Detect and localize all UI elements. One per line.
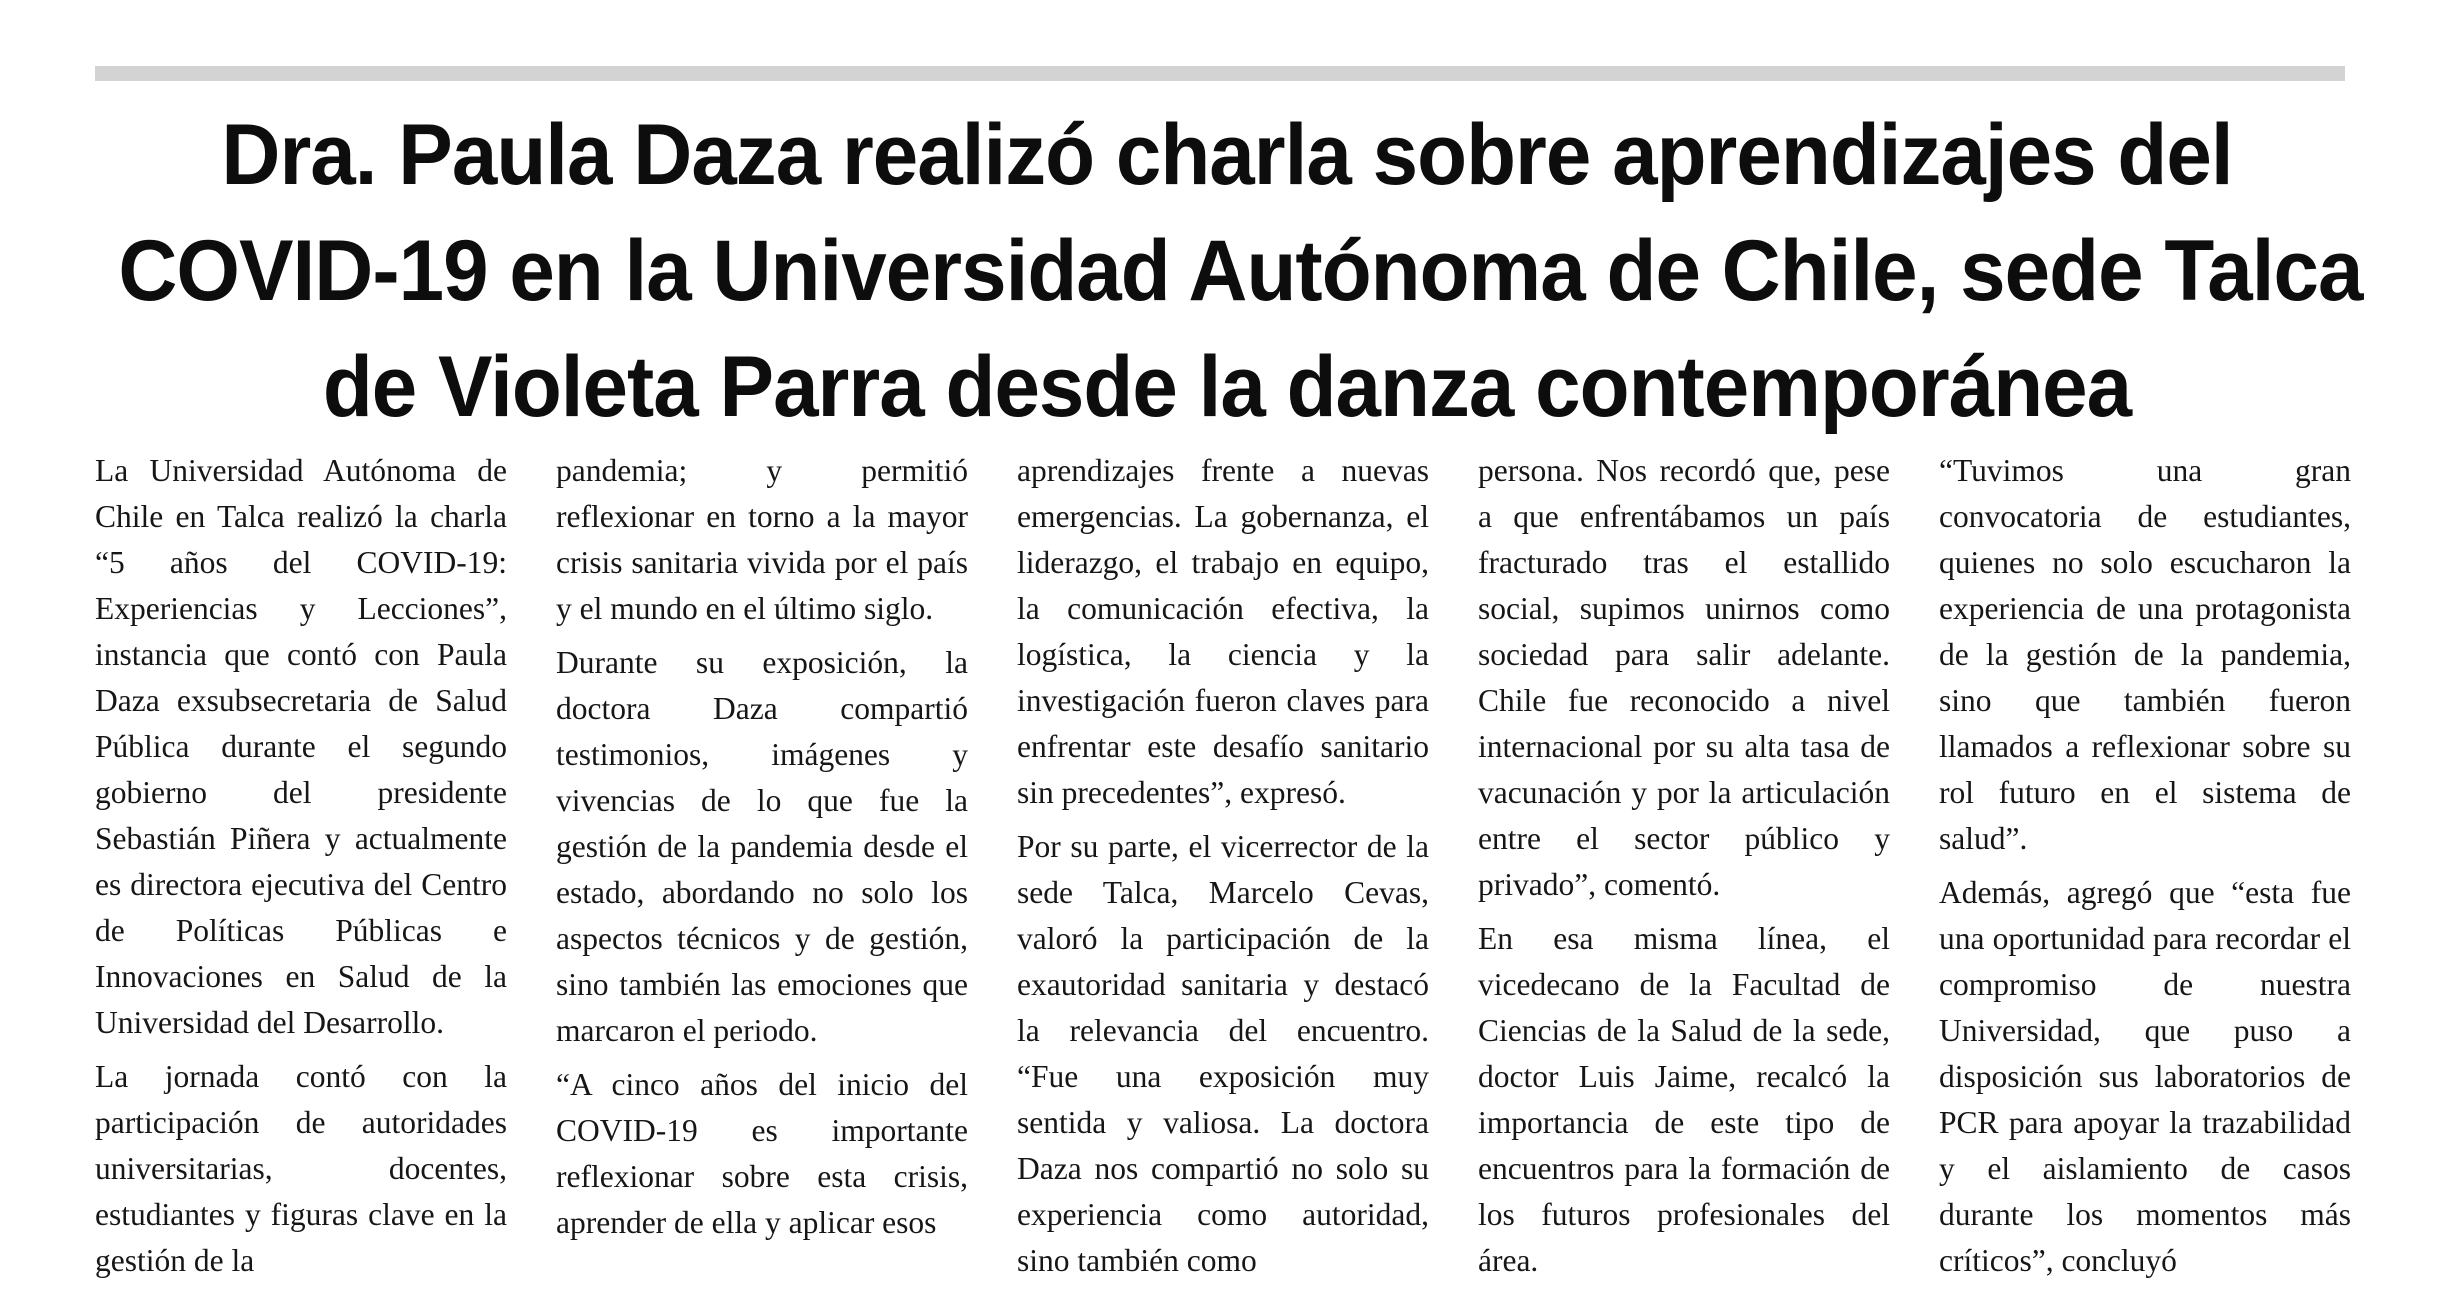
article-headline — [118, 97, 2363, 445]
text-column-1 — [95, 448, 507, 1292]
paragraph: aprendizajes frente a nuevas emergencias. La gobernanza, el liderazgo, el trabajo en equipo, la comunicación efectiva, la logística, la ciencia y la investigación fueron claves para enfrentar este desafío sanitario sin precedentes”, expresó. — [1017, 453, 1429, 810]
article-body — [95, 448, 2355, 1278]
text-column-3 — [1017, 448, 1429, 1292]
headline-line-1: Dra. Paula Daza realizó charla sobre aprendizajes del — [221, 107, 2233, 203]
paragraph: Por su parte, el vicerrector de la sede Talca, Marcelo Cevas, valoró la participación de la exautoridad sanitaria y destacó la relevancia del encuentro. “Fue una exposición muy sentida y valiosa. La doctora Daza nos compartió no solo su experiencia como autoridad, sino también como — [1017, 829, 1429, 1278]
text-column-4 — [1478, 448, 1890, 1292]
paragraph: Además, agregó que “esta fue una oportunidad para recordar el compromiso de nuestra Universidad, que puso a disposición sus laboratorios de PCR para apoyar la trazabilidad y el aislamiento de casos durante los momentos más críticos”, concluyó — [1939, 875, 2351, 1278]
paragraph: Durante su exposición, la doctora Daza compartió testimonios, imágenes y vivencias de lo que fue la gestión de la pandemia desde el estado, abordando no solo los aspectos técnicos y de gestión, sino también las emociones que marcaron el periodo. — [556, 645, 968, 1048]
top-divider-bar — [95, 66, 2345, 81]
text-column-2 — [556, 448, 968, 1254]
headline-line-3: de Violeta Parra desde la danza contemporánea — [322, 339, 2132, 435]
paragraph: pandemia; y permitió reflexionar en torno a la mayor crisis sanitaria vivida por el país y el mundo en el último siglo. — [556, 453, 968, 626]
paragraph: La jornada contó con la participación de autoridades universitarias, docentes, estudiantes y figuras clave en la gestión de la — [95, 1059, 507, 1278]
paragraph: persona. Nos recordó que, pese a que enfrentábamos un país fracturado tras el estallido social, supimos unirnos como sociedad para salir adelante. Chile fue reconocido a nivel internacional por su alta tasa de vacunación y por la articulación entre el sector público y privado”, comentó. — [1478, 453, 1890, 902]
paragraph: La Universidad Autónoma de Chile en Talca realizó la charla “5 años del COVID-19: Experiencias y Lecciones”, instancia que contó con Paula Daza exsubsecretaria de Salud Pública durante el segundo gobierno del presidente Sebastián Piñera y actualmente es directora ejecutiva del Centro de Políticas Públicas e Innovaciones en Salud de la Universidad del Desarrollo. — [95, 453, 507, 1040]
text-column-5 — [1939, 448, 2351, 1292]
paragraph: “A cinco años del inicio del COVID-19 es importante reflexionar sobre esta crisis, aprender de ella y aplicar esos — [556, 1067, 968, 1240]
headline-line-2: COVID-19 en la Universidad Autónoma de Chile, sede Talca — [118, 223, 2363, 319]
paragraph: “Tuvimos una gran convocatoria de estudiantes, quienes no solo escucharon la experiencia de una protagonista de la gestión de la pandemia, sino que también fueron llamados a reflexionar sobre su rol futuro en el sistema de salud”. — [1939, 453, 2351, 856]
paragraph: En esa misma línea, el vicedecano de la Facultad de Ciencias de la Salud de la sede, doctor Luis Jaime, recalcó la importancia de este tipo de encuentros para la formación de los futuros profesionales del área. — [1478, 921, 1890, 1278]
